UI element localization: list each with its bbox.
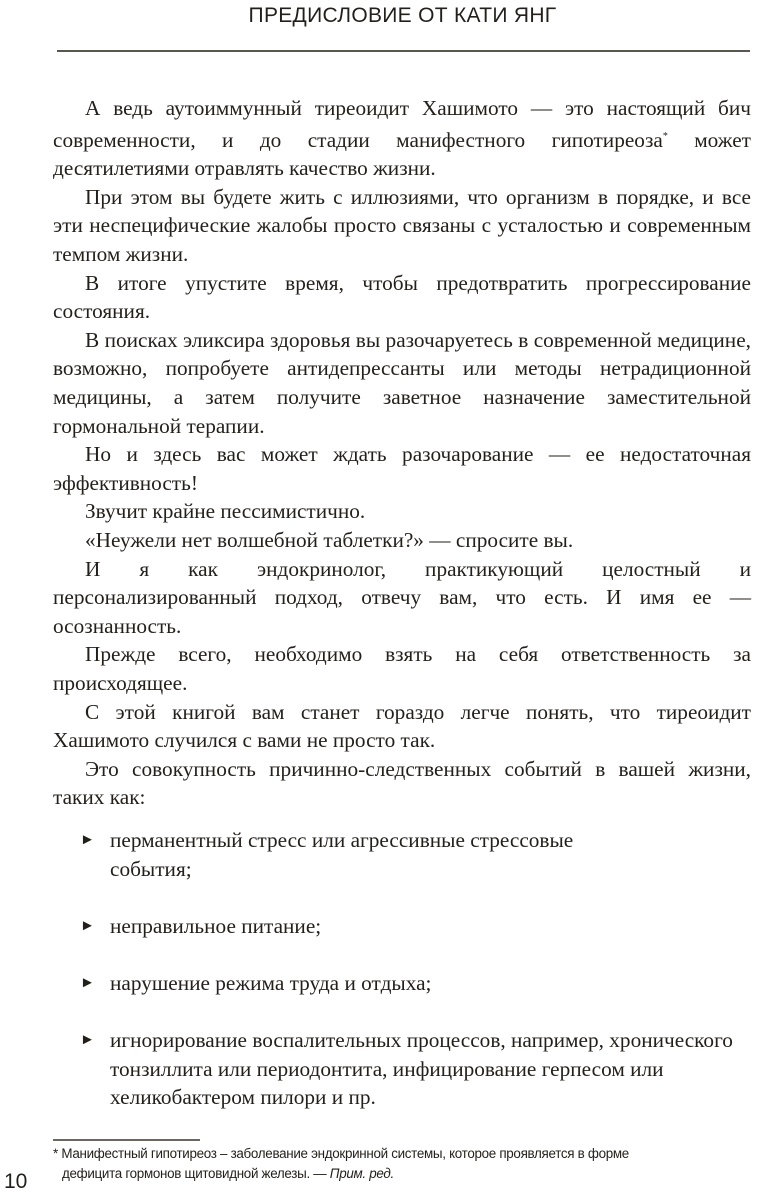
paragraph: При этом вы будете жить с иллюзиями, что организм в порядке, и все эти неспецифические жалобы просто связаны с усталостью и современным темпом жизни. (53, 184, 751, 267)
list-item (80, 1026, 750, 1112)
bullet-triangle-icon: ► (80, 1032, 95, 1049)
paragraph (53, 94, 751, 183)
page-number: 10 (4, 1170, 28, 1193)
paragraph: С этой книгой вам станет гораздо легче понять, что тиреоидит Хашимото случился с вами не просто так. (53, 699, 751, 753)
footnote (53, 1144, 733, 1184)
list-item (80, 826, 650, 883)
editor-note: Прим. ред. (329, 1166, 394, 1181)
paragraph-text: может десятилетиями отравлять качество жизни. (53, 127, 751, 181)
list-item-text: нарушение режима труда и отдыха; (110, 970, 432, 995)
list-item-text: игнорирование воспалительных процессов, например, хронического тонзиллита или периодонтита, инфицирование герпесом или хеликобактером пилори и пр. (110, 1028, 733, 1110)
footnote-text: дефицита гормонов щитовидной железы. — (62, 1166, 330, 1181)
bullet-list (80, 826, 733, 1141)
paragraph: Но и здесь вас может ждать разочарование — ее недостаточная эффективность! (53, 442, 751, 495)
running-header: ПРЕДИСЛОВИЕ ОТ КАТИ ЯНГ (248, 4, 557, 27)
paragraph: Это совокупность причинно-следственных событий в вашей жизни, таких как: (53, 756, 751, 810)
list-item (80, 912, 680, 941)
footnote-line: * Манифестный гипотиреоз – заболевание эндокринной системы, которое проявляется в форме (53, 1146, 629, 1161)
list-item-text: неправильное питание; (110, 913, 322, 938)
paragraph: Звучит крайне пессимистично. (85, 499, 366, 524)
footnote-rule (53, 1139, 200, 1141)
bullet-triangle-icon: ► (80, 974, 95, 991)
body-text (53, 94, 751, 812)
paragraph: В итоге упустите время, чтобы предотвратить прогрессирование состояния. (53, 270, 751, 324)
list-item (80, 969, 680, 998)
list-item-text: перманентный стресс или агрессивные стрессовые события; (110, 828, 574, 881)
footnote-line (53, 1164, 733, 1184)
paragraph: «Неужели нет волшебной таблетки?» — спросите вы. (85, 528, 574, 552)
footnote-mark: * (662, 130, 668, 142)
paragraph: И я как эндокринолог, практикующий целостный и персонализированный подход, отвечу вам, что есть. И имя ее — осознанность. (53, 556, 751, 638)
header-rule (57, 50, 750, 52)
bullet-triangle-icon: ► (80, 917, 95, 934)
bullet-triangle-icon: ► (80, 832, 95, 848)
paragraph-text: А ведь аутоиммунный тиреоидит Хашимото — это настоящий бич современности, и до стадии манифестного гипотиреоза (53, 96, 751, 152)
paragraph: В поисках эликсира здоровья вы разочаруетесь в современной медицине, возможно, попробуете антидепрессанты или методы нетрадиционной медицины, а затем получите заветное назначение заместительной гормональной терапии. (53, 327, 751, 438)
paragraph: Прежде всего, необходимо взять на себя ответственность за происходящее. (53, 642, 751, 695)
